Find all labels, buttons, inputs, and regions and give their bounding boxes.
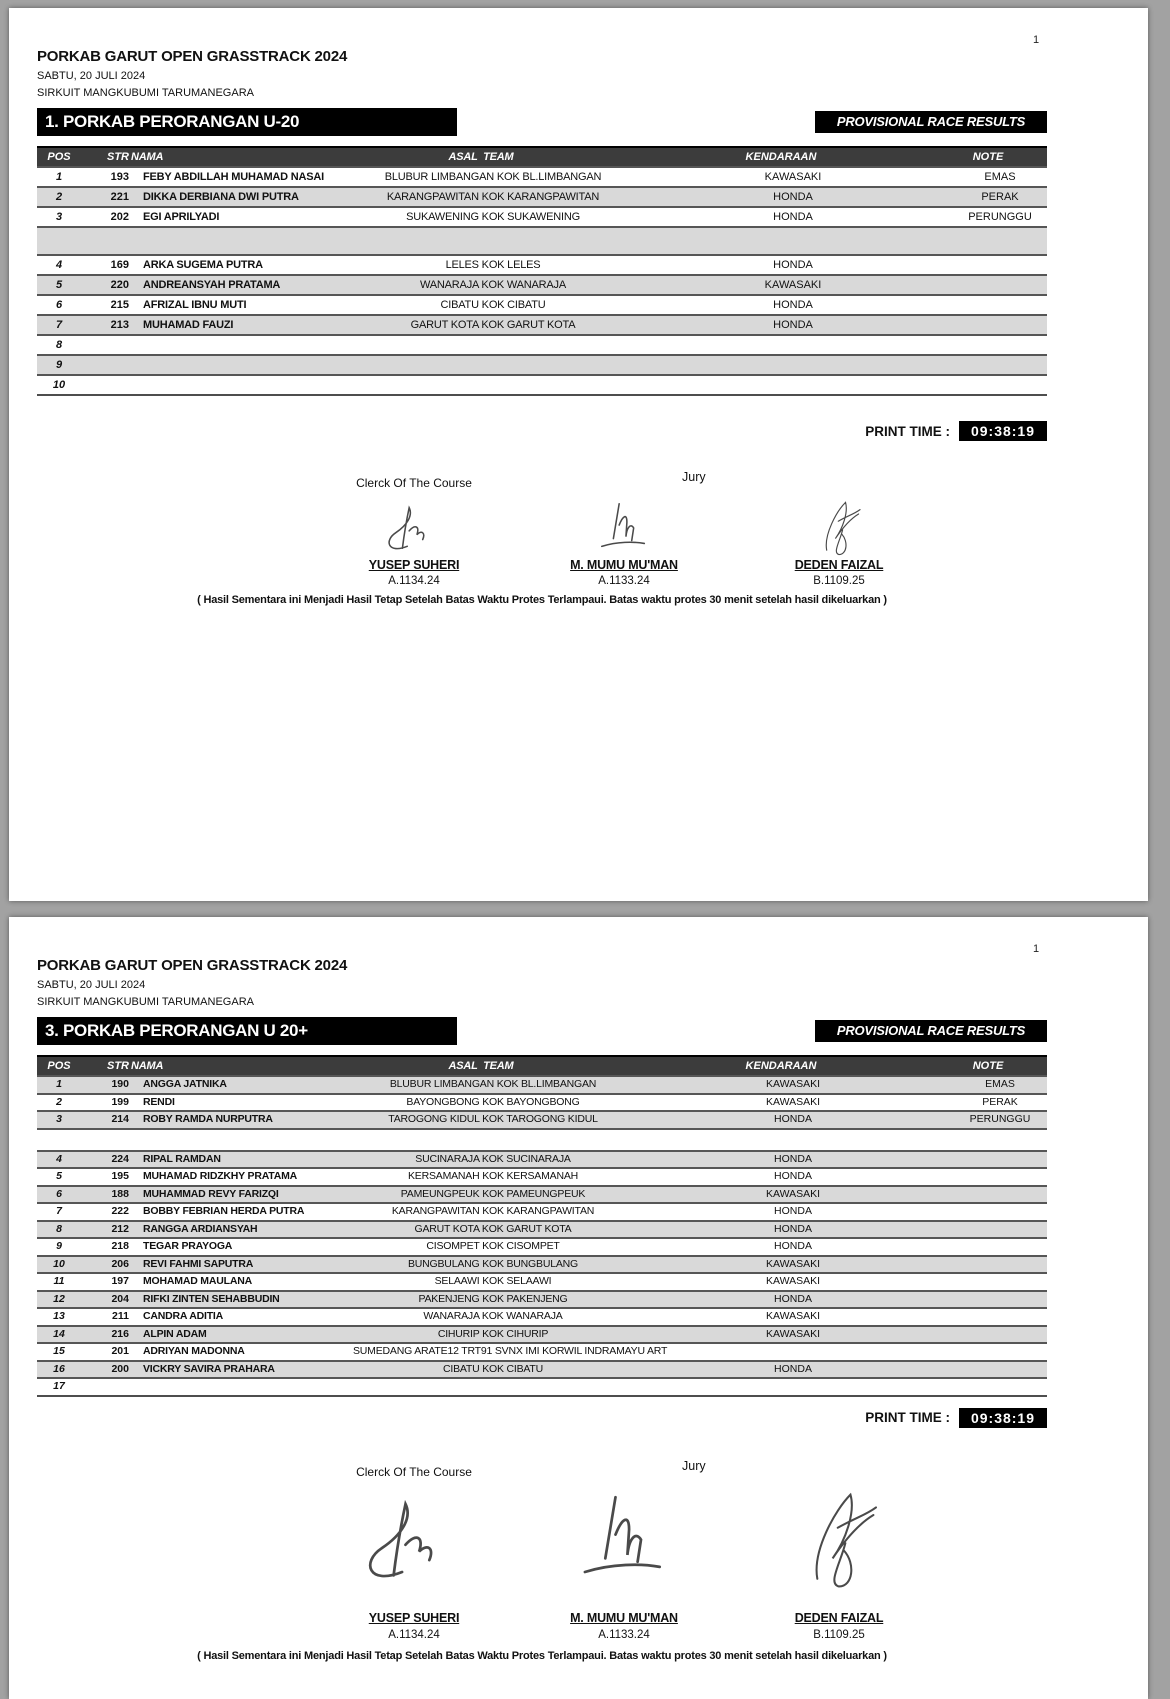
rider-name-cell [135,1379,353,1395]
note-cell: PERUNGGU [968,211,1032,223]
vehicle-cell: KAWASAKI [764,279,822,291]
team-cell: TAROGONG KIDUL KOK TAROGONG KIDUL [388,1113,598,1125]
start-number-cell: 215 [110,299,129,311]
pos-cell: 6 [56,1187,62,1200]
pos-cell: 5 [56,1170,62,1182]
start-number-cell: 214 [111,1113,129,1125]
jury2-license: B.1109.25 [813,575,865,587]
start-number-cell: 213 [110,319,129,331]
header-note: NOTE [972,1060,1004,1072]
start-number-cell [81,356,135,374]
table-row [37,1185,1047,1203]
team-cell: KERSAMANAH KOK KERSAMANAH [407,1170,579,1182]
vehicle-cell: HONDA [774,1222,812,1235]
rider-name-cell: CANDRA ADITIA [143,1310,224,1322]
start-number-cell: 211 [112,1310,129,1322]
class-title-bar: 3. PORKAB PERORANGAN U 20+ [37,1017,457,1045]
vehicle-cell [633,228,953,254]
print-time-row [37,1407,1047,1429]
page-number: 1 [1033,34,1040,46]
team-cell: CIBATU KOK CIBATU [442,1362,544,1375]
class-header-row [37,108,1047,136]
signature-block [37,1459,1047,1644]
event-date: SABTU, 20 JULI 2024 [37,979,146,991]
note-cell [953,1222,1047,1238]
vehicle-cell: HONDA [774,1113,812,1125]
rider-name-cell: ARKA SUGEMA PUTRA [143,259,263,271]
table-row [37,274,1047,294]
print-time-label: PRINT TIME : [865,1410,950,1425]
table-row [37,1110,1047,1128]
note-cell: EMAS [985,1078,1015,1090]
pos-cell: 5 [55,279,63,291]
start-number-cell: 199 [111,1095,129,1108]
pos-cell: 15 [53,1345,65,1357]
pos-cell: 7 [55,319,63,331]
table-row [37,206,1047,226]
pos-cell: 10 [53,1257,65,1270]
header-kendaraan: KENDARAAN [745,1060,817,1072]
event-date: SABTU, 20 JULI 2024 [37,70,146,82]
pos-cell: 1 [55,171,63,183]
start-number-cell: 212 [111,1222,129,1235]
start-number-cell: 206 [111,1257,129,1270]
table-row [37,1167,1047,1185]
rider-name-cell [135,228,353,254]
note-cell [953,1152,1047,1168]
rider-name-cell: FEBY ABDILLAH MUHAMAD NASAI [143,171,324,183]
start-number-cell [81,1379,135,1395]
table-row [37,1272,1047,1290]
note-cell [953,1309,1047,1325]
rider-name-cell: REVI FAHMI SAPUTRA [143,1257,254,1270]
start-number-cell: 200 [111,1362,129,1375]
jury1-license: A.1133.24 [598,1628,650,1641]
table-row [37,334,1047,354]
header-asal-team: ASAL TEAM [448,1060,514,1072]
team-cell: SELAAWI KOK SELAAWI [434,1275,552,1287]
vehicle-cell: HONDA [773,191,813,203]
table-row [37,1075,1047,1093]
team-cell: KARANGPAWITAN KOK KARANGPAWITAN [391,1205,595,1217]
clerk-of-course-label: Clerck Of The Course [356,1464,472,1479]
table-row [37,186,1047,206]
table-header [37,1055,1047,1075]
note-cell [953,356,1047,374]
jury-label: Jury [682,470,706,484]
team-cell [353,228,633,254]
protest-disclaimer: ( Hasil Sementara ini Menjadi Hasil Tetap Setelah Batas Waktu Protes Terlampaui. Batas waktu protes 30 menit setelah hasil dikeluarkan ) [197,594,887,606]
pos-cell: 4 [55,259,63,271]
signature-column-jury1 [514,470,734,588]
vehicle-cell: HONDA [774,1170,812,1182]
vehicle-cell [633,336,953,354]
pos-cell: 1 [56,1078,62,1090]
table-row [37,254,1047,274]
pos-cell: 3 [55,211,63,223]
jury1-signature-icon [581,498,668,561]
pos-cell: 7 [56,1205,62,1217]
header-kendaraan: KENDARAAN [745,151,817,163]
note-cell [953,1130,1047,1150]
provisional-results-banner: PROVISIONAL RACE RESULTS [815,1020,1047,1042]
table-row [37,1342,1047,1360]
clerk-name: YUSEP SUHERI [368,1610,460,1625]
start-number-cell [81,228,135,254]
header-pos: POS [47,1060,71,1072]
rider-name-cell: BOBBY FEBRIAN HERDA PUTRA [143,1205,305,1217]
team-cell: BUNGBULANG KOK BUNGBULANG [407,1257,579,1270]
event-title: PORKAB GARUT OPEN GRASSTRACK 2024 [37,48,348,65]
pos-cell [37,1130,81,1150]
start-number-cell: 222 [111,1205,129,1217]
pos-cell: 11 [53,1275,65,1287]
header-str: STR [107,151,129,163]
print-time-value: 09:38:19 [959,421,1047,441]
jury1-license: A.1133.24 [598,575,650,587]
team-cell [353,1379,633,1395]
vehicle-cell: KAWASAKI [765,1095,821,1108]
rider-name-cell [135,356,353,374]
clerk-signature-icon [338,1487,491,1594]
team-cell: SUCINARAJA KOK SUCINARAJA [415,1152,571,1165]
team-cell [353,376,633,394]
pos-cell: 13 [53,1310,65,1322]
note-cell [953,296,1047,314]
clerk-license: A.1134.24 [388,1628,440,1641]
vehicle-cell [633,1344,953,1360]
rider-name-cell: EGI APRILYADI [143,211,220,223]
jury-label: Jury [682,1458,706,1473]
pos-cell: 8 [55,339,63,351]
table-row [37,1093,1047,1111]
team-cell: LELES KOK LELES [445,259,541,271]
start-number-cell [81,336,135,354]
vehicle-cell: HONDA [774,1362,812,1375]
header-nama: NAMA [131,151,164,163]
start-number-cell [81,1130,135,1150]
table-row [37,1360,1047,1378]
start-number-cell: 204 [111,1292,129,1305]
header-note: NOTE [972,151,1004,163]
table-row [37,1325,1047,1343]
team-cell: GARUT KOTA KOK GARUT KOTA [410,319,576,331]
pos-cell: 8 [56,1222,62,1235]
pos-cell: 9 [55,359,63,371]
team-cell: KARANGPAWITAN KOK KARANGPAWITAN [386,191,600,203]
table-row [37,1128,1047,1150]
result-page-2 [9,917,1148,1699]
vehicle-cell: KAWASAKI [765,1187,821,1200]
clerk-name: YUSEP SUHERI [368,558,460,572]
jury2-signature-icon [806,498,871,561]
class-title-bar: 1. PORKAB PERORANGAN U-20 [37,108,457,136]
protest-disclaimer: ( Hasil Sementara ini Menjadi Hasil Tetap Setelah Batas Waktu Protes Terlampaui. Batas waktu protes 30 menit setelah hasil dikeluarkan ) [197,1649,887,1662]
team-cell: CISOMPET KOK CISOMPET [426,1240,560,1252]
table-row [37,226,1047,254]
table-row [37,1377,1047,1395]
signature-column-clerk [304,1459,524,1644]
start-number-cell: 193 [110,171,129,183]
table-row [37,1220,1047,1238]
rider-name-cell [135,1130,353,1150]
rider-name-cell: ALPIN ADAM [143,1327,207,1340]
note-cell [953,1187,1047,1203]
table-header [37,146,1047,166]
team-cell: GARUT KOTA KOK GARUT KOTA [414,1222,572,1235]
rider-name-cell: RANGGA ARDIANSYAH [143,1222,258,1235]
team-cell: WANARAJA KOK WANARAJA [423,1310,563,1322]
note-cell [953,1292,1047,1308]
vehicle-cell: KAWASAKI [765,1310,821,1322]
pos-cell: 2 [55,191,63,203]
note-cell [953,1362,1047,1378]
team-cell [353,1130,633,1150]
pos-cell: 16 [53,1362,65,1375]
results-table [37,146,1047,396]
rider-name-cell: MUHAMAD FAUZI [143,319,234,331]
start-number-cell: 218 [111,1240,129,1252]
rider-name-cell: MOHAMAD MAULANA [143,1275,252,1287]
start-number-cell: 216 [111,1327,129,1340]
table-row [37,294,1047,314]
pos-cell: 3 [56,1113,62,1125]
rider-name-cell: RENDI [143,1095,175,1108]
vehicle-cell: KAWASAKI [764,171,822,183]
vehicle-cell: KAWASAKI [765,1078,821,1090]
pos-cell: 2 [56,1095,62,1108]
event-venue: SIRKUIT MANGKUBUMI TARUMANEGARA [37,996,254,1008]
class-header-row [37,1017,1047,1045]
rider-name-cell: ROBY RAMDA NURPUTRA [143,1113,273,1125]
note-cell [953,336,1047,354]
pos-cell: 6 [55,299,63,311]
team-cell [353,336,633,354]
pos-cell: 10 [52,379,66,391]
start-number-cell: 188 [111,1187,129,1200]
team-cell: WANARAJA KOK WANARAJA [420,279,566,291]
note-cell: EMAS [984,171,1016,183]
note-cell [953,1344,1047,1360]
signature-column-jury2 [729,470,949,588]
table-row [37,1290,1047,1308]
rider-name-cell: RIPAL RAMDAN [143,1152,221,1165]
print-time-row [37,420,1047,442]
start-number-cell: 190 [111,1078,129,1090]
header-nama: NAMA [131,1060,164,1072]
vehicle-cell: HONDA [774,1240,812,1252]
team-cell [353,356,633,374]
rider-name-cell: DIKKA DERBIANA DWI PUTRA [143,191,299,203]
event-title: PORKAB GARUT OPEN GRASSTRACK 2024 [37,957,348,974]
rider-name-cell: MUHAMAD RIDZKHY PRATAMA [143,1170,298,1182]
note-cell: PERAK [982,1095,1018,1108]
team-cell: BLUBUR LIMBANGAN KOK BL.LIMBANGAN [389,1078,597,1090]
vehicle-cell: HONDA [773,299,813,311]
rider-name-cell: AFRIZAL IBNU MUTI [143,299,247,311]
rider-name-cell: ANGGA JATNIKA [143,1078,227,1090]
team-cell: PAKENJENG KOK PAKENJENG [418,1292,568,1305]
table-row [37,1202,1047,1220]
note-cell [953,276,1047,294]
jury2-name: DEDEN FAIZAL [794,1610,884,1625]
clerk-of-course-label: Clerck Of The Course [356,476,472,490]
start-number-cell: 220 [110,279,129,291]
start-number-cell [81,376,135,394]
page-number: 1 [1033,943,1040,955]
team-cell: BLUBUR LIMBANGAN KOK BL.LIMBANGAN [384,171,602,183]
start-number-cell: 202 [110,211,129,223]
pos-cell: 17 [53,1380,65,1392]
start-number-cell: 169 [110,259,129,271]
team-cell: BAYONGBONG KOK BAYONGBONG [406,1095,580,1108]
jury1-name: M. MUMU MU'MAN [570,558,678,572]
rider-name-cell: VICKRY SAVIRA PRAHARA [143,1362,275,1375]
signature-column-jury1 [514,1459,734,1644]
note-cell [953,228,1047,254]
jury2-name: DEDEN FAIZAL [794,558,884,572]
event-venue: SIRKUIT MANGKUBUMI TARUMANEGARA [37,87,254,99]
note-cell [953,316,1047,334]
note-cell [953,1327,1047,1343]
table-row [37,314,1047,334]
vehicle-cell [633,1130,953,1150]
signature-block [37,470,1047,588]
results-table [37,1055,1047,1397]
note-cell: PERUNGGU [969,1113,1031,1125]
vehicle-cell: HONDA [774,1292,812,1305]
vehicle-cell [633,1379,953,1395]
pos-cell: 9 [56,1240,62,1252]
header-str: STR [107,1060,129,1072]
table-row [37,374,1047,394]
note-cell [953,376,1047,394]
vehicle-cell [633,356,953,374]
note-cell [953,1379,1047,1395]
team-cell: PAMEUNGPEUK KOK PAMEUNGPEUK [400,1187,586,1200]
print-time-label: PRINT TIME : [865,423,950,439]
note-cell [953,1274,1047,1290]
table-body [37,1075,1047,1395]
vehicle-cell: KAWASAKI [765,1327,821,1340]
vehicle-cell: HONDA [774,1205,812,1217]
jury1-name: M. MUMU MU'MAN [570,1610,678,1625]
rider-name-cell [135,336,353,354]
start-number-cell: 195 [111,1170,129,1182]
pos-cell: 14 [53,1327,65,1340]
note-cell: PERAK [981,191,1019,203]
note-cell [953,1257,1047,1273]
rider-name-cell: TEGAR PRAYOGA [143,1240,233,1252]
vehicle-cell: HONDA [773,319,813,331]
start-number-cell: 221 [110,191,129,203]
team-cell: CIHURIP KOK CIHURIP [437,1327,549,1340]
jury1-signature-icon [548,1487,701,1594]
result-page-1 [9,8,1148,901]
table-body [37,166,1047,394]
start-number-cell: 224 [111,1152,129,1165]
signature-column-jury2 [729,1459,949,1644]
rider-name-cell: ANDREANSYAH PRATAMA [143,279,281,291]
table-row [37,1150,1047,1168]
header-pos: POS [47,151,71,163]
pos-cell: 12 [53,1292,65,1305]
print-time-value: 09:38:19 [959,1408,1047,1428]
table-row [37,1307,1047,1325]
table-row [37,354,1047,374]
start-number-cell: 197 [111,1275,129,1287]
table-row [37,166,1047,186]
vehicle-cell: HONDA [773,211,813,223]
vehicle-cell: KAWASAKI [765,1275,821,1287]
table-row [37,1237,1047,1255]
provisional-results-banner: PROVISIONAL RACE RESULTS [815,111,1047,133]
vehicle-cell: HONDA [774,1152,812,1165]
note-cell [953,256,1047,274]
jury2-signature-icon [782,1487,897,1594]
rider-name-cell [135,376,353,394]
clerk-signature-icon [371,498,458,561]
table-row [37,1255,1047,1273]
start-number-cell: 201 [111,1345,129,1357]
team-cell: CIBATU KOK CIBATU [440,299,546,311]
team-cell: SUMEDANG ARATE12 TRT91 SVNX IMI KORWIL INDRAMAYU ART [353,1345,668,1357]
signature-column-clerk [304,470,524,588]
note-cell [953,1169,1047,1185]
team-cell: SUKAWENING KOK SUKAWENING [406,211,580,223]
rider-name-cell: ADRIYAN MADONNA [143,1345,245,1357]
vehicle-cell: HONDA [773,259,813,271]
rider-name-cell: RIFKI ZINTEN SEHABBUDIN [143,1292,280,1305]
clerk-license: A.1134.24 [388,575,440,587]
pos-cell: 4 [56,1152,62,1165]
pos-cell [37,228,81,254]
note-cell [953,1239,1047,1255]
jury2-license: B.1109.25 [813,1628,865,1641]
rider-name-cell: MUHAMMAD REVY FARIZQI [143,1187,279,1200]
vehicle-cell [633,376,953,394]
vehicle-cell: KAWASAKI [765,1257,821,1270]
note-cell [953,1204,1047,1220]
header-asal-team: ASAL TEAM [448,151,514,163]
